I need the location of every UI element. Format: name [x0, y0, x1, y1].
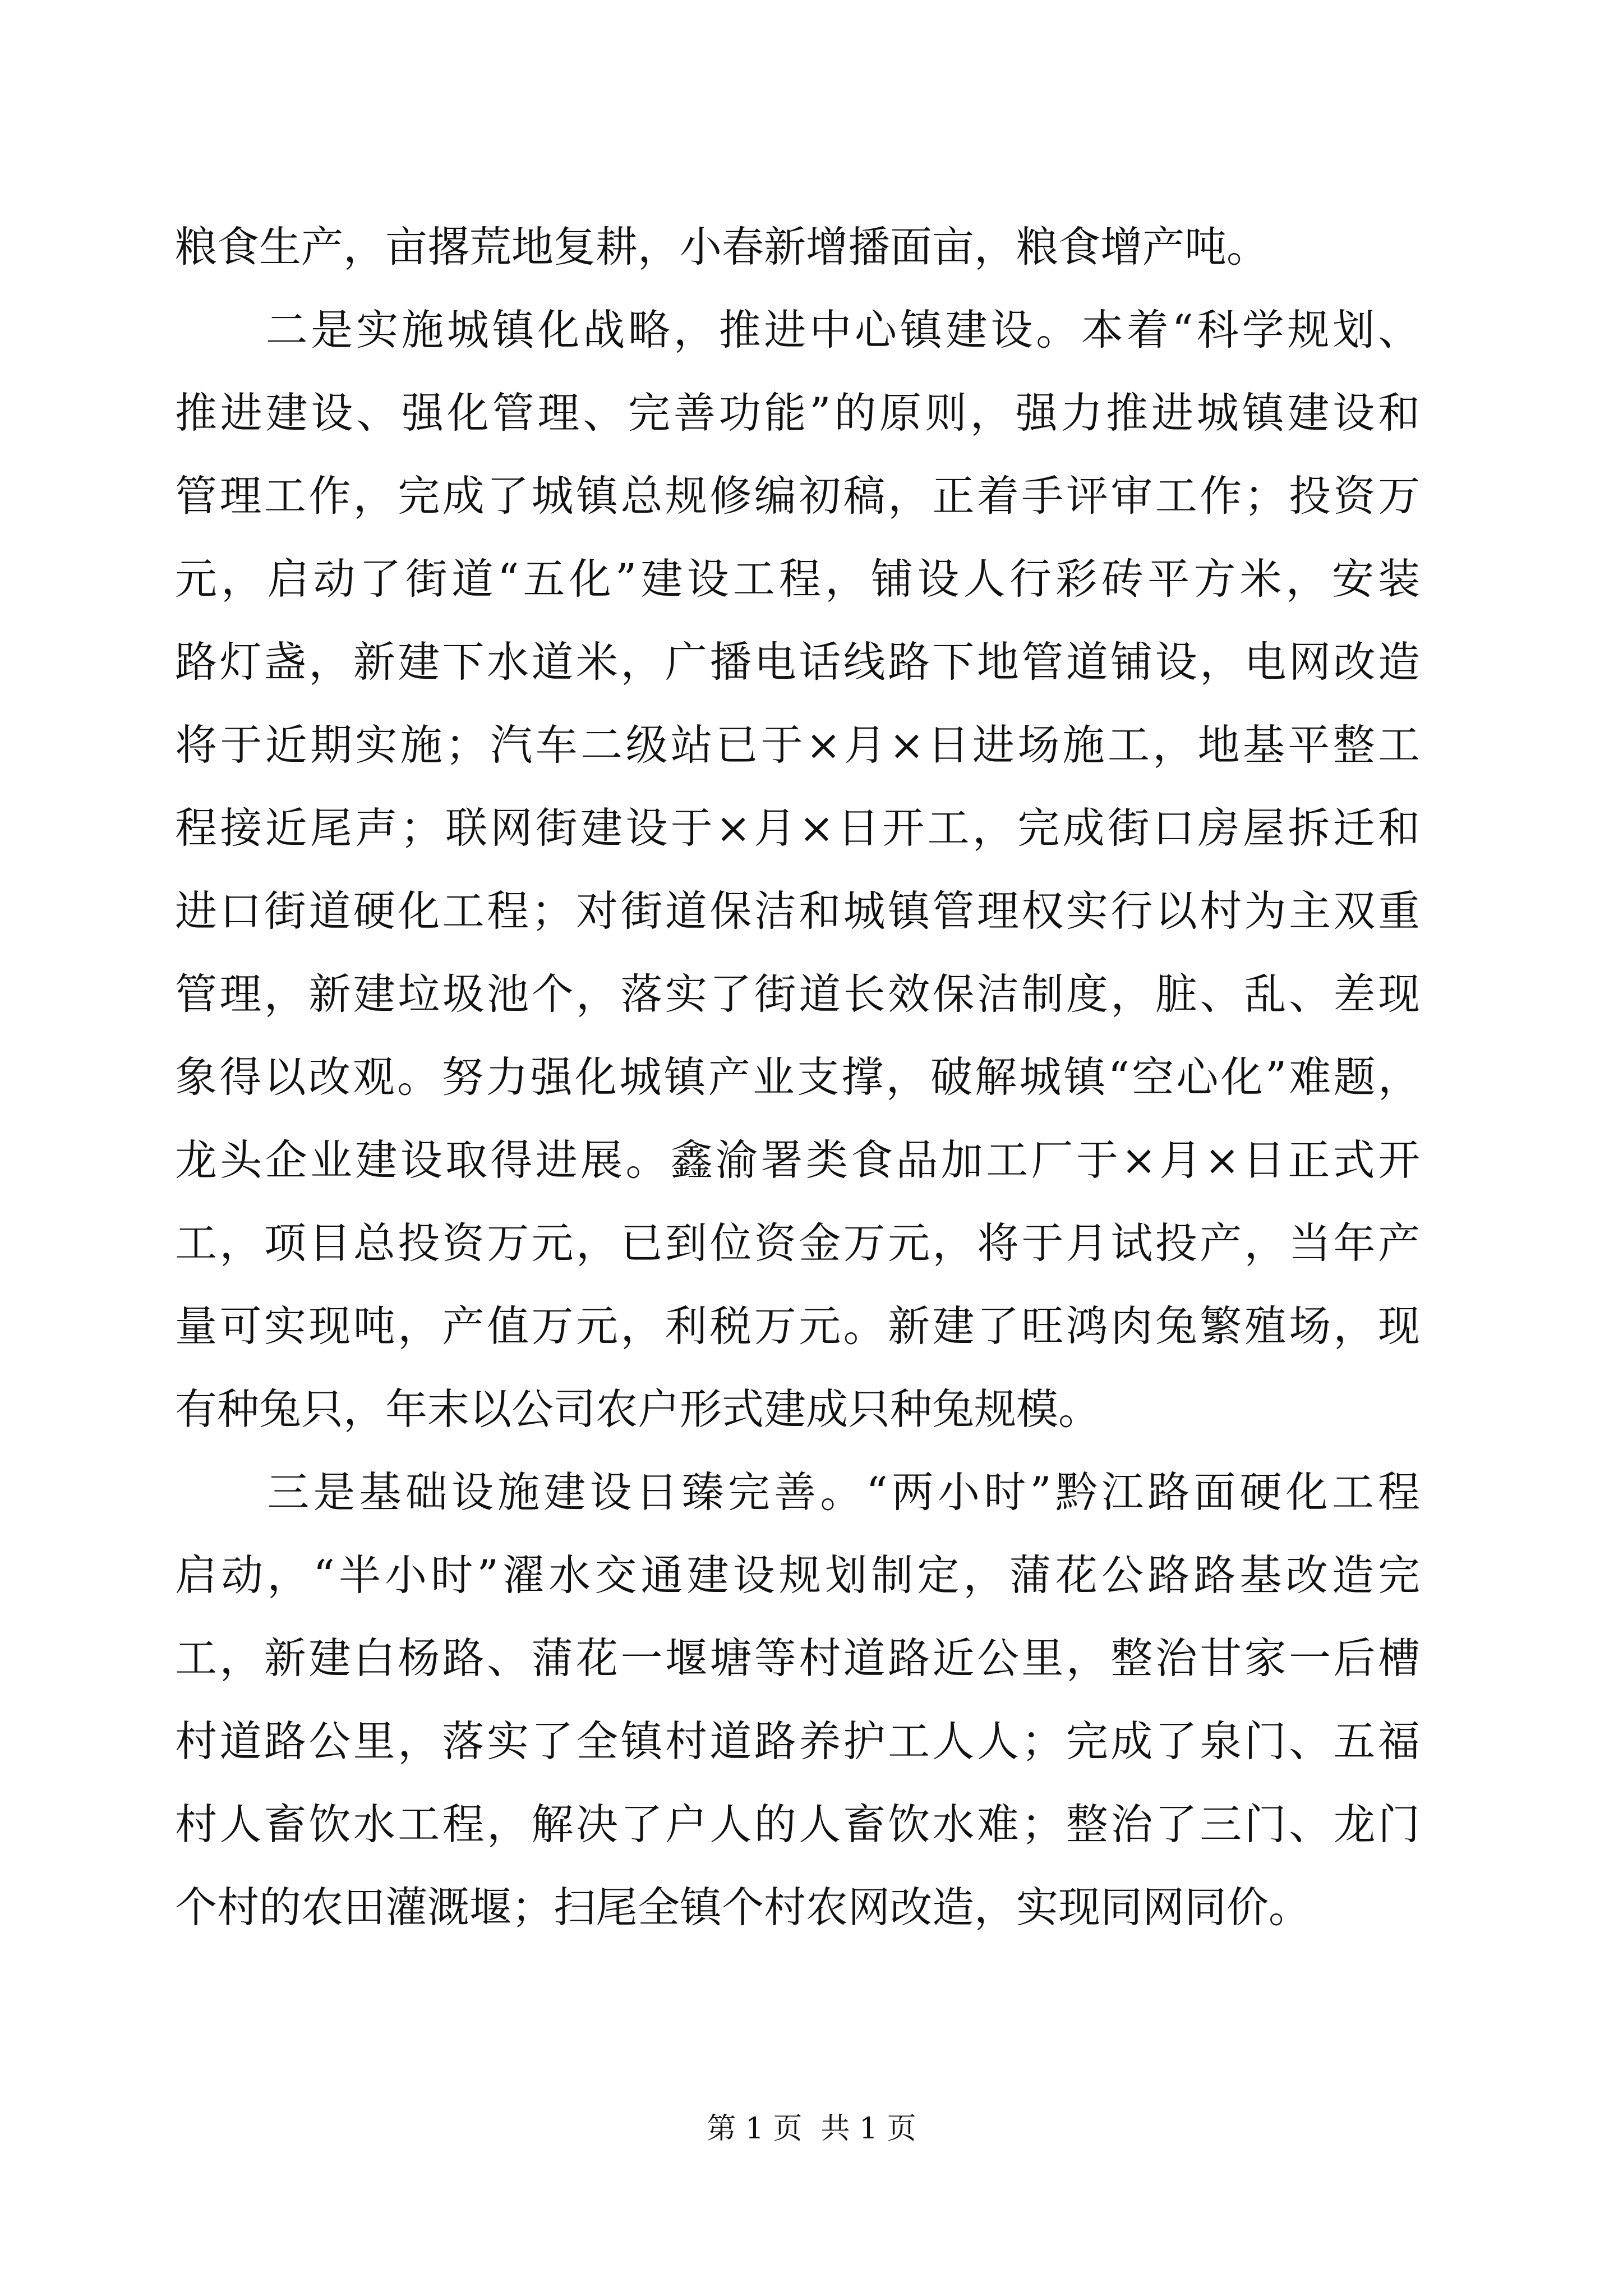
text-line: 启动，“半小时”濯水交通建设规划制定，蒲花公路路基改造完 [175, 1550, 1420, 1600]
text-line: 粮食生产，亩撂荒地复耕，小春新增播面亩，粮食增产吨。 [175, 222, 1269, 272]
text-line: 推进建设、强化管理、完善功能”的原则，强力推进城镇建设和 [175, 388, 1420, 438]
text-line: 程接近尾声；联网街建设于×月×日开工，完成街口房屋拆迁和 [175, 803, 1420, 853]
text-line: 管理，新建垃圾池个，落实了街道长效保洁制度，脏、乱、差现 [175, 969, 1420, 1019]
text-line: 管理工作，完成了城镇总规修编初稿，正着手评审工作；投资万 [175, 471, 1420, 521]
page-number: 第 1 页 共 1 页 [707, 2112, 916, 2146]
text-line: 村人畜饮水工程，解决了户人的人畜饮水难；整治了三门、龙门 [175, 1800, 1420, 1849]
text-line: 有种兔只，年末以公司农户形式建成只种兔规模。 [175, 1384, 1101, 1434]
text-line: 工，项目总投资万元，已到位资金万元，将于月试投产，当年产 [175, 1218, 1420, 1268]
text-line: 龙头企业建设取得进展。鑫渝署类食品加工厂于×月×日正式开 [175, 1135, 1420, 1185]
text-line: 路灯盏，新建下水道米，广播电话线路下地管道铺设，电网改造 [175, 637, 1420, 687]
text-line: 三是基础设施建设日臻完善。“两小时”黔江路面硬化工程 [175, 1467, 1420, 1517]
text-line: 将于近期实施；汽车二级站已于×月×日进场施工，地基平整工 [175, 720, 1420, 770]
page-footer [0, 2106, 1623, 2151]
text-line: 村道路公里，落实了全镇村道路养护工人人；完成了泉门、五福 [175, 1717, 1420, 1766]
text-line: 量可实现吨，产值万元，利税万元。新建了旺鸿肉兔繁殖场，现 [175, 1301, 1420, 1351]
text-line: 二是实施城镇化战略，推进中心镇建设。本着“科学规划、 [175, 305, 1420, 355]
text-line: 象得以改观。努力强化城镇产业支撑，破解城镇“空心化”难题， [175, 1052, 1420, 1102]
text-line: 元，启动了街道“五化”建设工程，铺设人行彩砖平方米，安装 [175, 554, 1420, 604]
text-line: 工，新建白杨路、蒲花一堰塘等村道路近公里，整治甘家一后槽 [175, 1634, 1420, 1683]
text-line: 个村的农田灌溉堰；扫尾全镇个村农网改造，实现同网同价。 [175, 1883, 1311, 1932]
text-line: 进口街道硬化工程；对街道保洁和城镇管理权实行以村为主双重 [175, 886, 1420, 936]
